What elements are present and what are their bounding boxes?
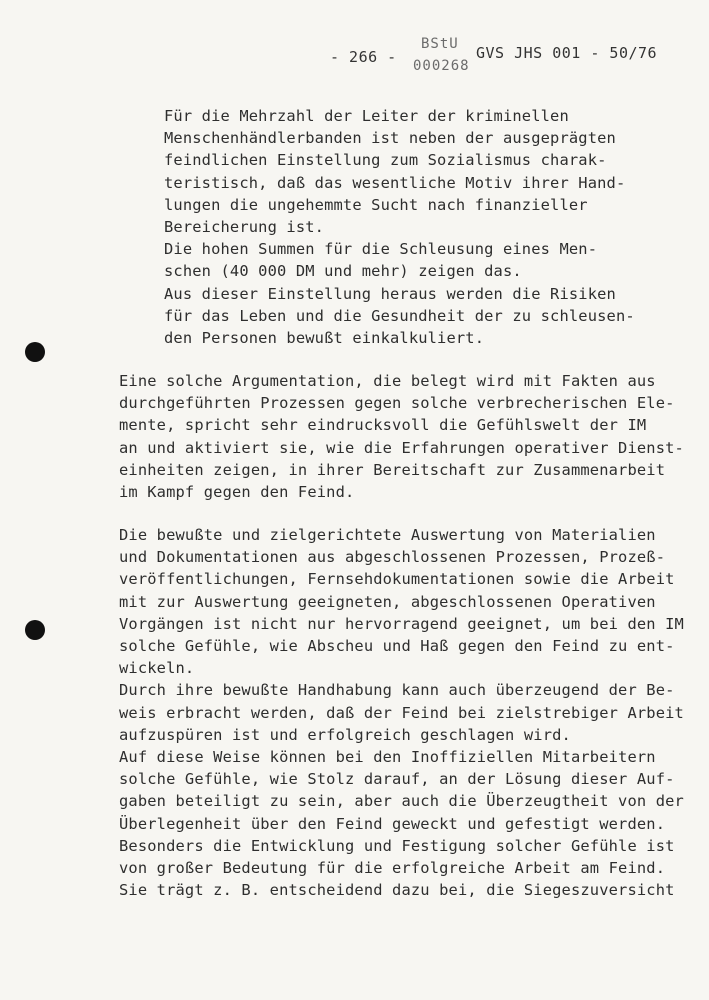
text-line: Auf diese Weise können bei den Inoffiziellen Mitarbeitern [119,748,656,767]
page-number: - 266 - [330,48,397,66]
paragraph-argumentation [119,370,684,503]
text-line: feindlichen Einstellung zum Sozialismus charak- [164,151,607,170]
punch-hole-icon [25,620,45,640]
text-line: Eine solche Argumentation, die belegt wird mit Fakten aus [119,372,656,390]
text-line: von großer Bedeutung für die erfolgreiche Arbeit am Feind. [119,859,666,878]
text-line: an und aktiviert sie, wie die Erfahrungen operativer Dienst- [119,438,684,457]
text-line: im Kampf gegen den Feind. [119,483,355,502]
text-line: Bereicherung ist. [164,218,325,237]
text-line: Die hohen Summen für die Schleusung eines Men- [164,240,598,259]
text-line: gaben beteiligt zu sein, aber auch die Überzeugtheit von der [119,792,684,811]
text-line: Für die Mehrzahl der Leiter der kriminellen [164,107,569,125]
text-line: solche Gefühle, wie Stolz darauf, an der Lösung dieser Auf- [119,770,675,789]
text-line: schen (40 000 DM und mehr) zeigen das. [164,262,522,281]
text-line: Menschenhändlerbanden ist neben der ausgeprägten [164,129,616,148]
text-line: lungen die ungehemmte Sucht nach finanzieller [164,195,588,214]
text-line: veröffentlichungen, Fernsehdokumentationen sowie die Arbeit [119,570,675,589]
text-line: Überlegenheit über den Feind geweckt und gefestigt werden. [119,814,666,833]
paragraph-evaluation [119,524,684,901]
text-line: aufzuspüren ist und erfolgreich geschlagen wird. [119,725,571,744]
text-line: Durch ihre bewußte Handhabung kann auch überzeugend der Be- [119,681,675,700]
text-line: wickeln. [119,659,195,678]
classification-code: GVS JHS 001 - 50/76 [476,44,658,62]
text-line: Aus dieser Einstellung heraus werden die Risiken [164,284,616,303]
text-line: teristisch, daß das wesentliche Motiv ihrer Hand- [164,173,626,192]
text-line: mit zur Auswertung geeigneten, abgeschlossenen Operativen [119,592,656,611]
text-line: den Personen bewußt einkalkuliert. [164,329,485,348]
archive-stamp-number: 000268 [413,58,470,74]
text-line: durchgeführten Prozessen gegen solche verbrecherischen Ele- [119,394,675,413]
text-line: Besonders die Entwicklung und Festigung solcher Gefühle ist [119,836,675,855]
text-line: Die bewußte und zielgerichtete Auswertung von Materialien [119,526,656,544]
punch-hole-icon [25,342,45,362]
text-line: weis erbracht werden, daß der Feind bei zielstrebiger Arbeit [119,703,684,722]
paragraph-quote [164,105,635,349]
text-line: mente, spricht sehr eindrucksvoll die Gefühlswelt der IM [119,416,647,435]
text-line: einheiten zeigen, in ihrer Bereitschaft zur Zusammenarbeit [119,460,666,479]
text-line: und Dokumentationen aus abgeschlossenen Prozessen, Prozeß- [119,548,666,567]
text-line: Sie trägt z. B. entscheidend dazu bei, die Siegeszuversicht [119,881,675,900]
text-line: Vorgängen ist nicht nur hervorragend geeignet, um bei den IM [119,614,684,633]
text-line: für das Leben und die Gesundheit der zu schleusen- [164,306,635,325]
archive-stamp-label: BStU [421,36,459,52]
text-line: solche Gefühle, wie Abscheu und Haß gegen den Feind zu ent- [119,637,675,656]
